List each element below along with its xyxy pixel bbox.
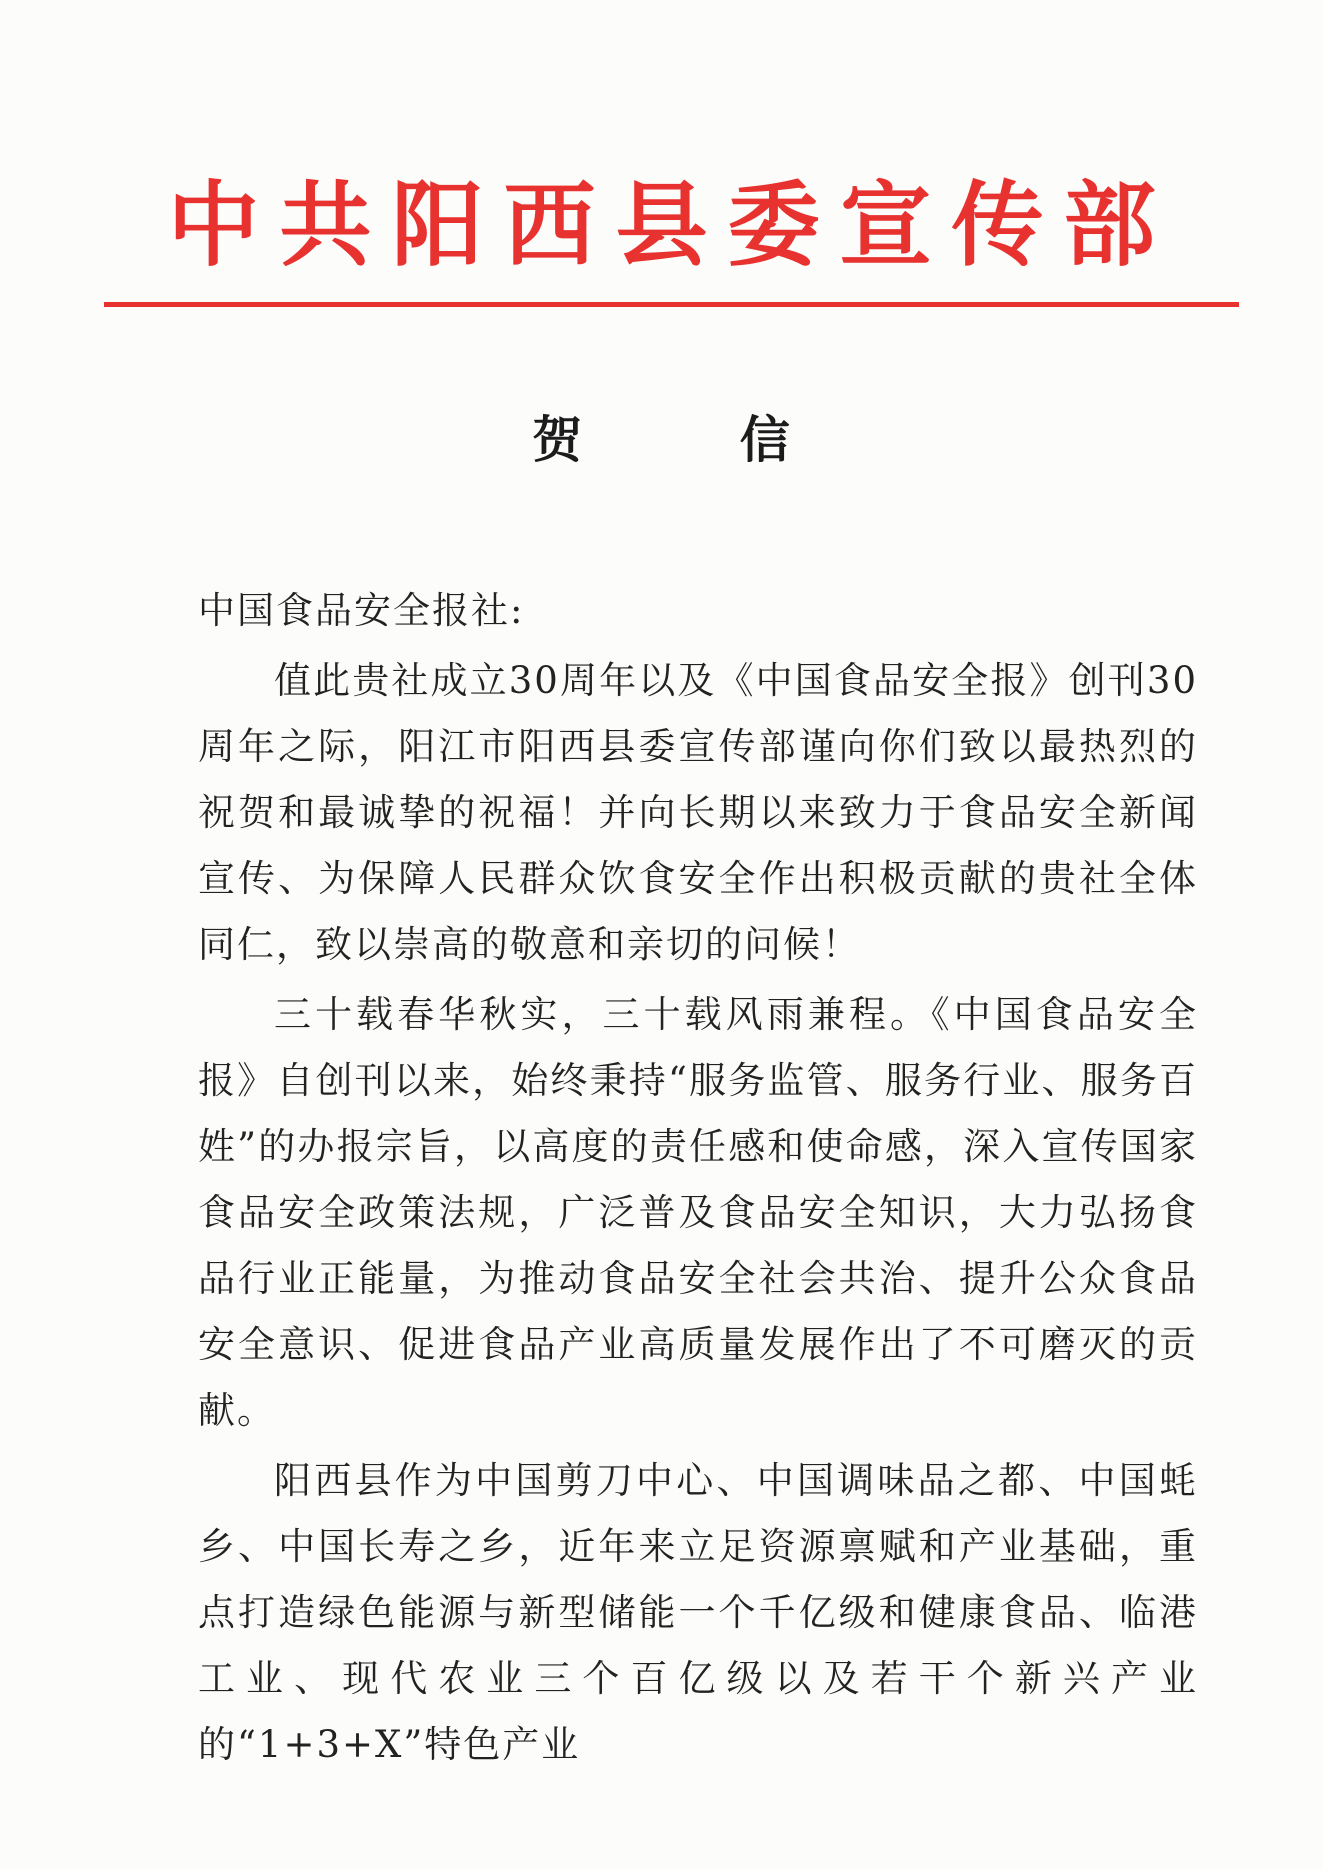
paragraph-1: 值此贵社成立30周年以及《中国食品安全报》创刊30周年之际，阳江市阳西县委宣传部谨向你们致以最热烈的祝贺和最诚挚的祝福！并向长期以来致力于食品安全新闻宣传、为保障人民群众饮食安全作出积极贡献的贵社全体同仁，致以崇高的敬意和亲切的问候！ [198,659,1198,966]
salutation: 中国食品安全报社: [198,589,525,632]
paragraph-3: 阳西县作为中国剪刀中心、中国调味品之都、中国蚝乡、中国长寿之乡，近年来立足资源禀赋和产业基础，重点打造绿色能源与新型储能一个千亿级和健康食品、临港工业、现代农业三个百亿级以及若干个新兴产业的“1+3+X”特色产业 [198,1459,1198,1766]
document-body [198,578,1198,1782]
letterhead-red-rule [104,302,1239,307]
letterhead-org-name: 中共阳西县委宣传部 [167,171,1176,279]
document-title: 贺 信 [532,410,860,469]
paragraph-2: 三十载春华秋实，三十载风雨兼程。《中国食品安全报》自创刊以来，始终秉持“服务监管、服务行业、服务百姓”的办报宗旨，以高度的责任感和使命感，深入宣传国家食品安全政策法规，广泛普及食品安全知识，大力弘扬食品行业正能量，为推动食品安全社会共治、提升公众食品安全意识、促进食品产业高质量发展作出了不可磨灭的贡献。 [198,993,1198,1432]
